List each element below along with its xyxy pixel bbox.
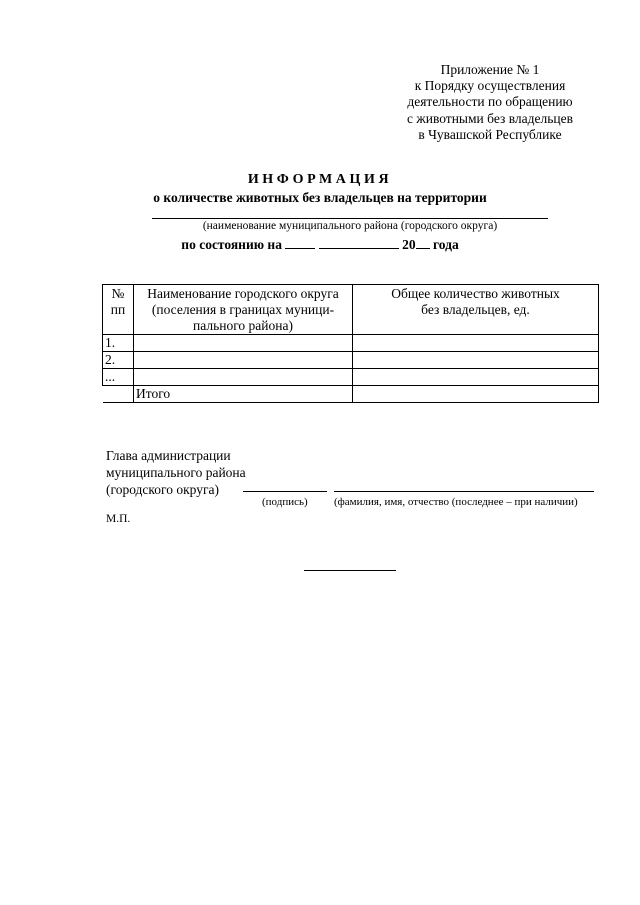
appendix-line: деятельности по обращению xyxy=(407,94,573,110)
as-of-suffix: года xyxy=(432,237,459,252)
header-num xyxy=(103,285,134,335)
table-row xyxy=(103,352,599,369)
day-blank xyxy=(285,236,315,249)
appendix-line: в Чувашской Республике xyxy=(418,126,562,142)
as-of-date-line xyxy=(0,236,640,253)
as-of-prefix: по состоянию на xyxy=(181,237,282,252)
table-row xyxy=(103,335,599,352)
year-prefix: 20 xyxy=(402,237,416,252)
total-num-cell xyxy=(103,386,134,403)
header-num-line: № xyxy=(111,286,125,301)
row-num: 2. xyxy=(103,352,134,369)
row-total xyxy=(353,369,599,386)
table-header-row xyxy=(103,285,599,335)
appendix-line: Приложение № 1 xyxy=(440,62,540,77)
row-total xyxy=(353,335,599,352)
head-line: (городского округа) xyxy=(106,482,220,497)
total-value xyxy=(353,386,599,403)
header-name-line: Наименование городского округа xyxy=(147,286,339,301)
header-total-line: Общее количество животных xyxy=(391,286,560,301)
header-total xyxy=(353,285,599,335)
month-blank xyxy=(319,236,399,249)
row-total xyxy=(353,352,599,369)
document-subtitle: о количестве животных без владельцев на территории xyxy=(153,190,487,205)
header-name-line: (поселения в границах муници- xyxy=(151,302,335,317)
header-total-line: без владельцев, ед. xyxy=(421,302,530,317)
district-name-line xyxy=(152,218,548,219)
header-name-line: пального района) xyxy=(193,318,293,333)
appendix-line: к Порядку осуществления xyxy=(414,78,566,94)
head-of-administration xyxy=(106,447,246,498)
full-name-line xyxy=(334,491,594,492)
year-blank xyxy=(416,236,430,249)
end-separator xyxy=(304,570,396,571)
appendix-line: с животными без владельцев xyxy=(407,110,573,126)
animals-table xyxy=(102,284,599,403)
head-line: Глава администрации xyxy=(106,448,231,463)
head-line: муниципального района xyxy=(106,465,246,480)
total-label: Итого xyxy=(134,386,353,403)
row-name xyxy=(134,369,353,386)
signature-caption: (подпись) xyxy=(262,496,308,508)
header-num-line: пп xyxy=(110,302,126,317)
stamp-place: М.П. xyxy=(106,513,131,525)
table-row xyxy=(103,369,599,386)
full-name-caption: (фамилия, имя, отчество (последнее – при наличии) xyxy=(334,496,578,508)
document-title: ИНФОРМАЦИЯ xyxy=(247,172,393,187)
row-name xyxy=(134,352,353,369)
table-total-row xyxy=(103,386,599,403)
row-name xyxy=(134,335,353,352)
appendix-block xyxy=(390,62,590,143)
row-num: 1. xyxy=(103,335,134,352)
district-caption: (наименование муниципального района (городского округа) xyxy=(202,220,498,232)
row-num: ... xyxy=(103,369,134,386)
header-name xyxy=(134,285,353,335)
signature-line xyxy=(243,491,327,492)
